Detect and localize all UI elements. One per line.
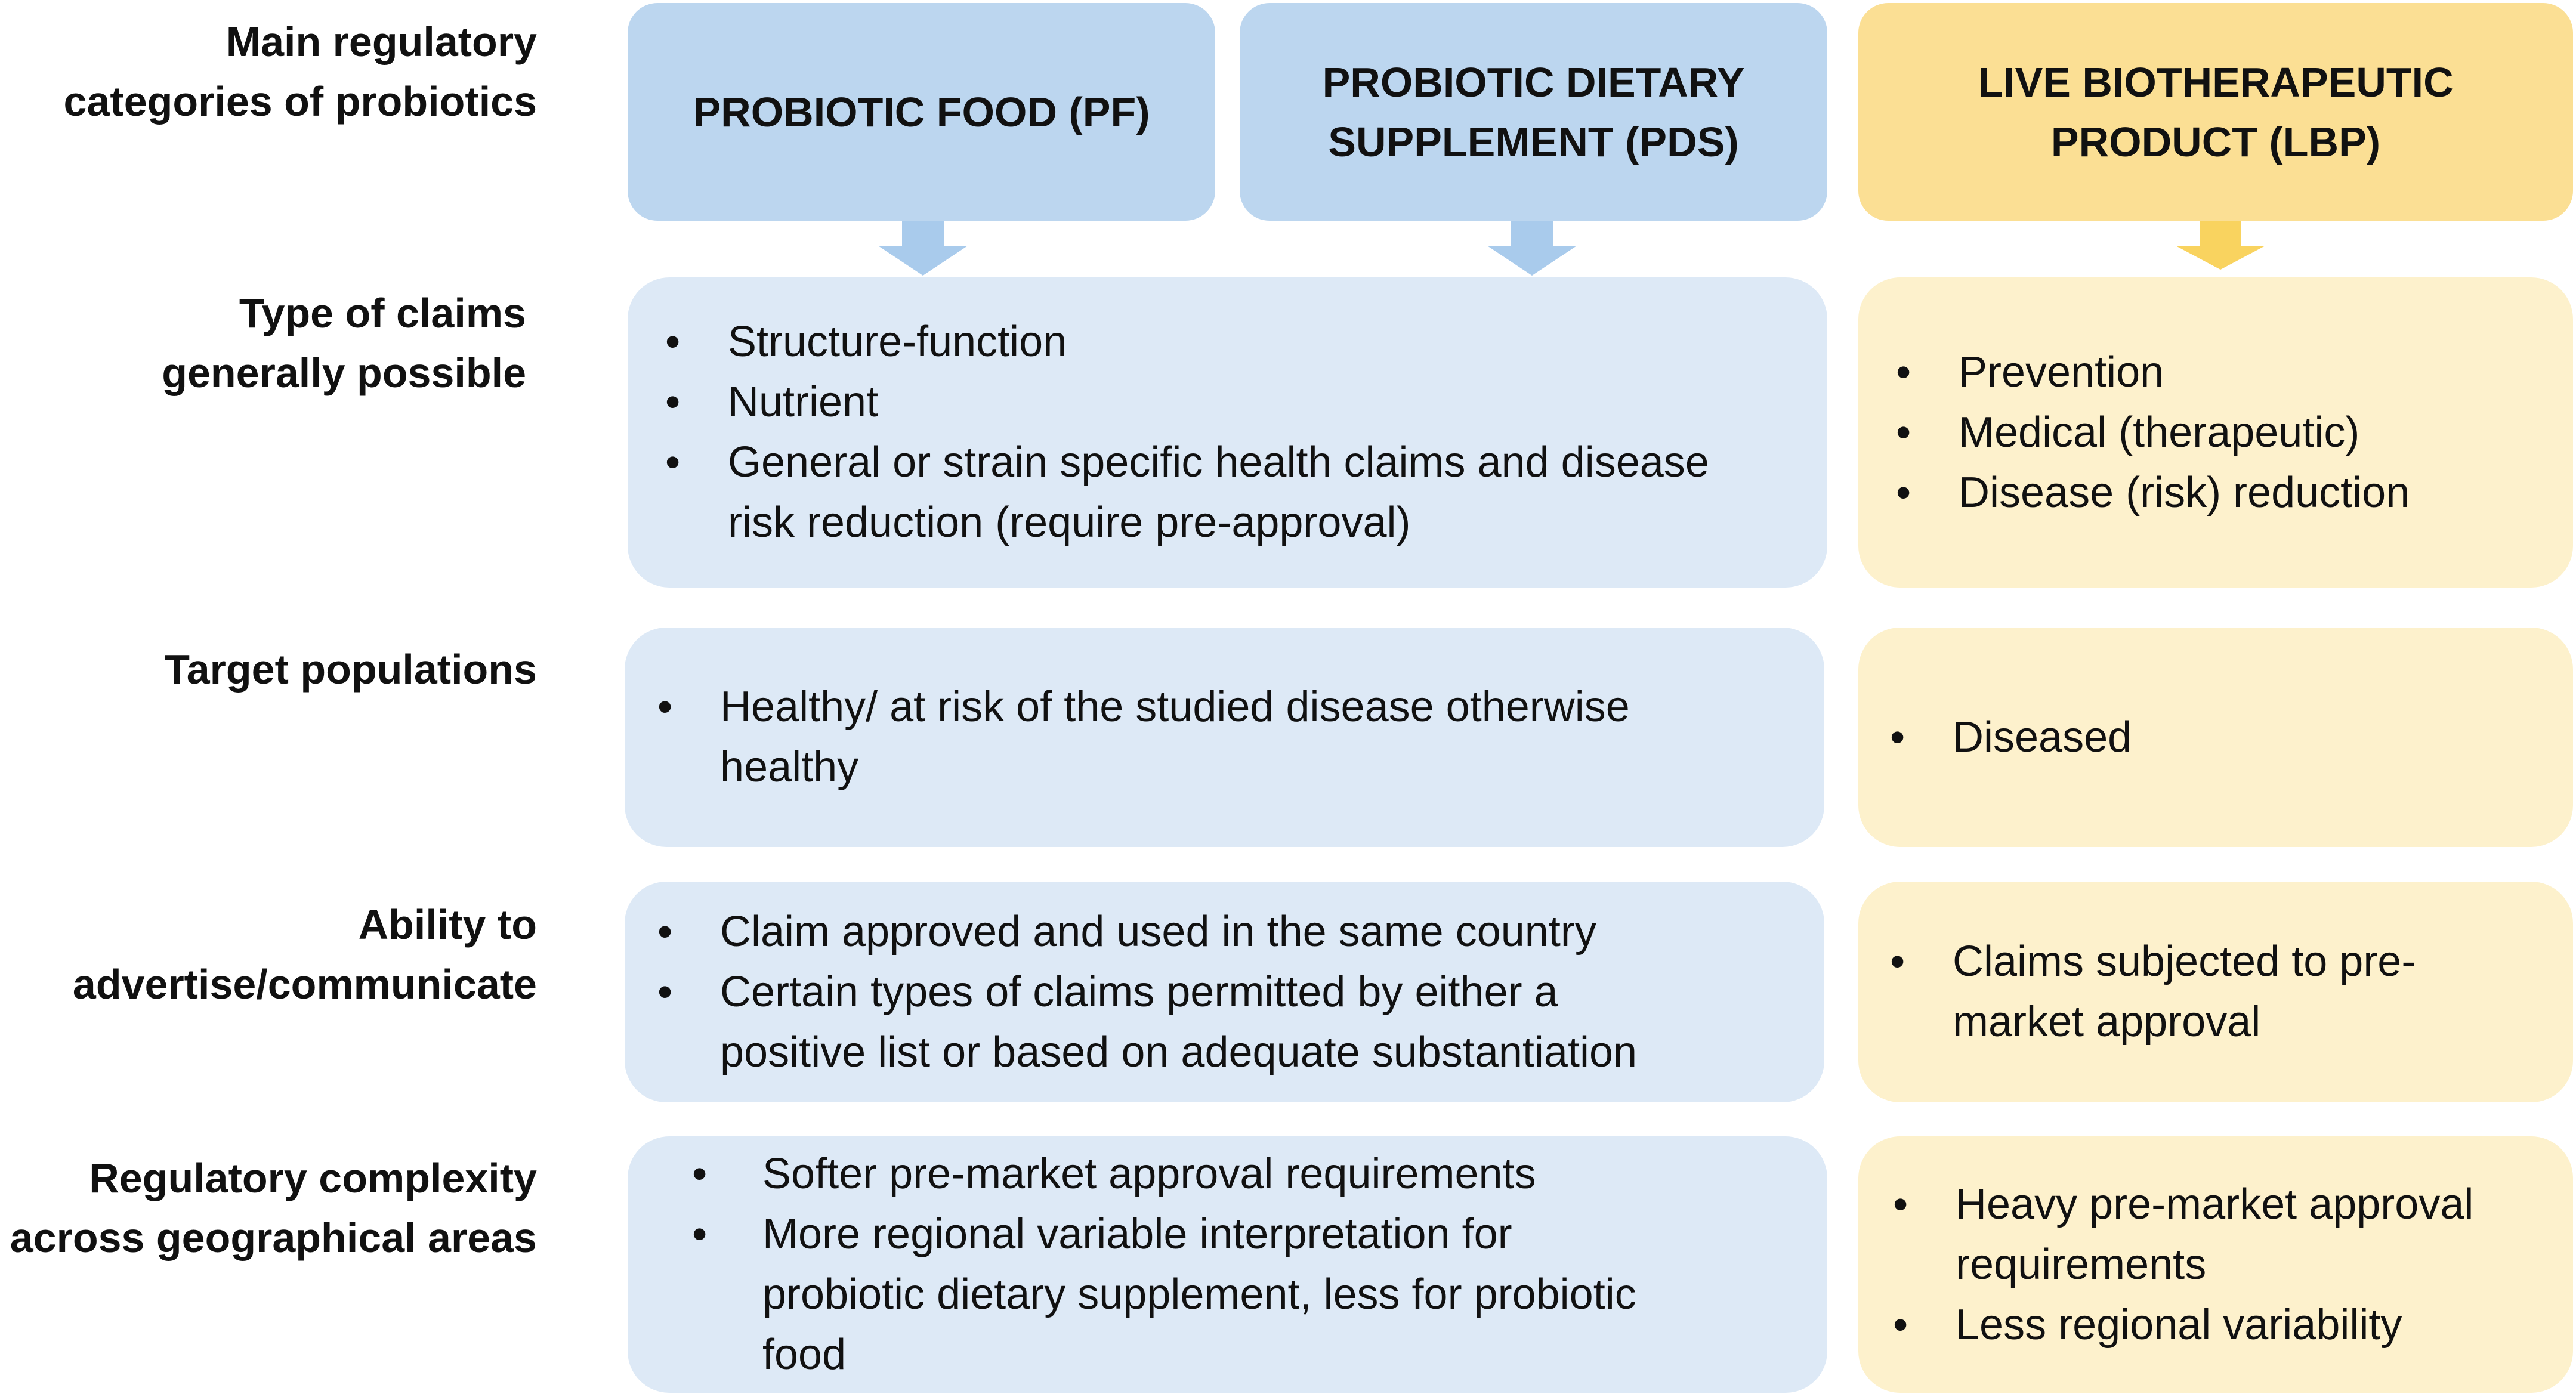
list-item-line: Disease (risk) reduction (1959, 468, 2410, 517)
row-label-line: generally possible (162, 350, 526, 396)
arrow-pf (878, 221, 968, 276)
bullet-dot: • (665, 378, 681, 426)
list-item-line: Certain types of claims permitted by either a (720, 968, 1558, 1016)
header-line: LIVE BIOTHERAPEUTIC (1978, 58, 2454, 106)
list-item (692, 1144, 1827, 1204)
bullet-dot: • (692, 1210, 708, 1258)
bullet-dot: • (657, 907, 673, 956)
list-item-line: More regional variable interpretation for (762, 1210, 1512, 1258)
arrow-pds (1487, 221, 1577, 276)
bullet-list (1893, 1175, 2573, 1355)
bullet-list (692, 1144, 1827, 1385)
list-item (665, 372, 1827, 432)
list-item (1890, 707, 2573, 768)
list-item-line: Prevention (1959, 348, 2164, 396)
list-item (692, 1204, 1827, 1385)
list-item-line: requirements (1956, 1240, 2207, 1288)
list-item-line: probiotic dietary supplement, less for probiotic (762, 1271, 1636, 1318)
list-item-line: Claim approved and used in the same country (720, 907, 1596, 956)
bullet-dot: • (665, 438, 681, 486)
cell-complexity-lbp (1858, 1136, 2573, 1393)
list-item-line: Structure-function (728, 318, 1067, 366)
cell-claims-pf-pds (628, 277, 1827, 588)
header-line: SUPPLEMENT (PDS) (1328, 118, 1739, 165)
bullet-list (665, 312, 1827, 553)
bullet-list (657, 902, 1824, 1083)
list-item-line: market approval (1953, 998, 2261, 1046)
list-item (657, 677, 1824, 798)
list-item (657, 902, 1824, 962)
row-label-line: Type of claims (239, 290, 526, 336)
bullet-list (657, 677, 1824, 798)
row-label-line: Target populations (164, 646, 537, 693)
row-label-line: advertise/communicate (72, 961, 537, 1007)
row-label-line: Main regulatory (226, 18, 537, 65)
bullet-dot: • (1890, 713, 1905, 761)
list-item-line: Softer pre-market approval requirements (762, 1150, 1536, 1198)
row-label-line: Regulatory complexity (89, 1155, 537, 1201)
list-item (665, 312, 1827, 372)
header-probiotic-dietary-supplement (1240, 3, 1827, 221)
bullet-dot: • (1896, 408, 1911, 456)
bullet-dot: • (1890, 938, 1905, 985)
bullet-dot: • (692, 1150, 708, 1198)
list-item (1896, 463, 2573, 523)
header-live-biotherapeutic-product (1858, 3, 2573, 221)
arrow-lbp (2176, 221, 2265, 270)
bullet-dot: • (1896, 348, 1911, 396)
cell-advertise-pf-pds (625, 882, 1824, 1102)
list-item (1893, 1175, 2573, 1295)
row-label-line: categories of probiotics (63, 78, 537, 125)
list-item (1896, 342, 2573, 403)
bullet-list (1890, 932, 2573, 1052)
cell-populations-lbp (1858, 628, 2573, 847)
bullet-dot: • (1893, 1180, 1908, 1228)
bullet-dot: • (657, 683, 673, 731)
list-item-line: positive list or based on adequate substantiation (720, 1028, 1638, 1076)
bullet-list (1896, 342, 2573, 523)
list-item-line: Claims subjected to pre- (1953, 938, 2416, 985)
list-item (657, 962, 1824, 1083)
header-line: PROBIOTIC DIETARY (1322, 58, 1745, 106)
list-item (1890, 932, 2573, 1052)
bullet-dot: • (665, 318, 681, 366)
bullet-dot: • (1896, 468, 1911, 517)
bullet-list (1890, 707, 2573, 768)
header-line: PROBIOTIC FOOD (PF) (693, 88, 1150, 135)
list-item (1893, 1295, 2573, 1355)
list-item (1896, 403, 2573, 463)
list-item-line: healthy (720, 743, 859, 791)
list-item-line: Nutrient (728, 378, 879, 426)
bullet-dot: • (657, 968, 673, 1016)
header-probiotic-food (628, 3, 1215, 221)
list-item (665, 432, 1827, 553)
row-label-line: Ability to (358, 901, 537, 948)
cell-complexity-pf-pds (628, 1136, 1827, 1393)
header-line: PRODUCT (LBP) (2050, 118, 2381, 165)
list-item-line: Heavy pre-market approval (1956, 1180, 2474, 1228)
list-item-line: Less regional variability (1956, 1300, 2402, 1349)
list-item-line: Medical (therapeutic) (1959, 408, 2360, 456)
cell-advertise-lbp (1858, 882, 2573, 1102)
list-item-line: risk reduction (require pre-approval) (728, 499, 1411, 546)
list-item-line: General or strain specific health claims and disease (728, 438, 1709, 486)
list-item-line: Healthy/ at risk of the studied disease otherwise (720, 683, 1630, 731)
row-label-line: across geographical areas (10, 1214, 537, 1261)
list-item-line: food (762, 1331, 847, 1379)
list-item-line: Diseased (1953, 713, 2132, 761)
cell-claims-lbp (1858, 277, 2573, 588)
cell-populations-pf-pds (625, 628, 1824, 847)
bullet-dot: • (1893, 1300, 1908, 1349)
